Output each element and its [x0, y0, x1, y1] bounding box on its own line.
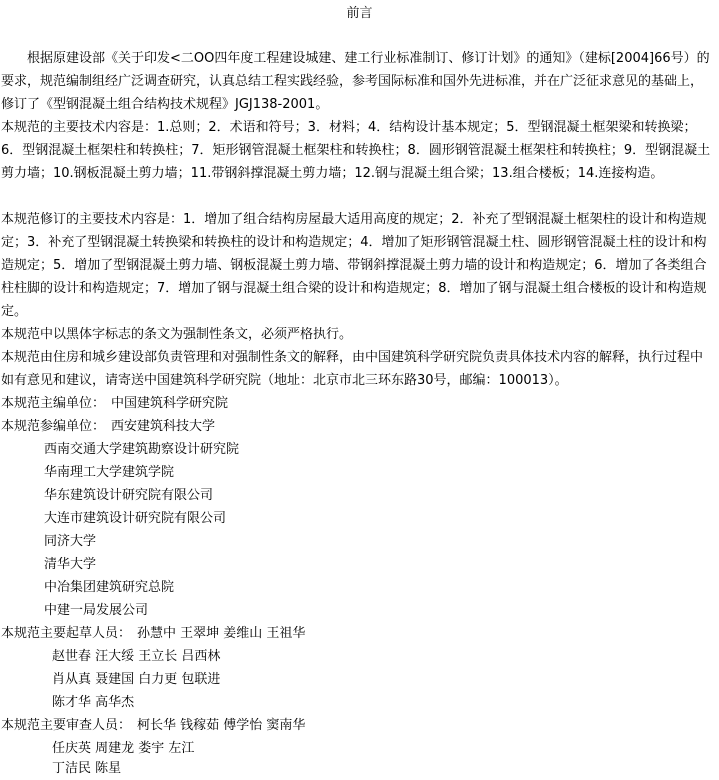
reviewers-line: [1, 714, 305, 737]
drafters-line: [1, 622, 305, 645]
paragraph-mandatory-notice: 本规范中以黑体字标志的条文为强制性条文，必须严格执行。: [1, 327, 353, 342]
participants-label: 本规范参编单位：: [1, 419, 106, 434]
participant-unit: 华东建筑设计研究院有限公司: [44, 488, 214, 503]
drafter-names: 肖从真 聂建国 白力更 包联进: [52, 672, 221, 687]
participant-unit: 华南理工大学建筑学院: [44, 465, 175, 480]
editor-unit-line: [1, 392, 228, 415]
participant-unit: 西安建筑科技大学: [111, 419, 216, 434]
participant-units-line: [1, 415, 215, 438]
paragraph-background: 根据原建设部《关于印发<二OO四年度工程建设城建、建工行业标准制订、修订计划》的通知》（建标[2004]66号）的要求，规范编制组经广泛调查研究，认真总结工程实践经验，参考国际标准和国外先进标准，并在广泛征求意见的基础上，修订了《型钢混凝土组合结构技术规程》JGJ138-2001。: [1, 51, 710, 112]
paragraph-main-content: 本规范的主要技术内容是：1.总则；2．术语和符号；3．材料；4．结构设计基本规定；5．型钢混凝土框架梁和转换梁；6．型钢混凝土框架柱和转换柱；7．矩形钢管混凝土框架柱和转换柱；8．圆形钢管混凝土框架柱和转换柱；9．型钢混凝土剪力墙；10.钢板混凝土剪力墙；11.带钢斜撑混凝土剪力墙；12.钢与混凝土组合梁；13.组合楼板；14.连接构造。: [1, 120, 711, 181]
editor-unit: 中国建筑科学研究院: [111, 396, 229, 411]
participant-unit: 中冶集团建筑研究总院: [44, 580, 175, 595]
drafter-names: 孙慧中 王翠坤 姜维山 王祖华: [137, 626, 306, 641]
paragraph-revision-content: 本规范修订的主要技术内容是：1．增加了组合结构房屋最大适用高度的规定；2．补充了型钢混凝土框架柱的设计和构造规定；3．补充了型钢混凝土转换梁和转换柱的设计和构造规定；4．增加了矩形钢管混凝土柱、圆形钢管混凝土柱的设计和构造规定；5．增加了型钢混凝土剪力墙、钢板混凝土剪力墙、带钢斜撑混凝土剪力墙的设计和构造规定；6．增加了各类组合柱柱脚的设计和构造规定；7．增加了钢与混凝土组合梁的设计和构造规定；8．增加了钢与混凝土组合楼板的设计和构造规定。: [1, 212, 707, 319]
participant-unit: 清华大学: [44, 557, 97, 572]
reviewer-names: 任庆英 周建龙 娄宇 左江: [52, 741, 195, 756]
page-title: 前言: [346, 6, 373, 21]
reviewers-label: 本规范主要审查人员：: [1, 718, 132, 733]
participant-unit: 中建一局发展公司: [44, 603, 149, 618]
drafter-names: 陈才华 高华杰: [52, 695, 135, 710]
editor-label: 本规范主编单位：: [1, 396, 106, 411]
participant-unit: 同济大学: [44, 534, 97, 549]
participant-unit: 大连市建筑设计研究院有限公司: [44, 511, 227, 526]
paragraph-management: 本规范由住房和城乡建设部负责管理和对强制性条文的解释，由中国建筑科学研究院负责具体技术内容的解释，执行过程中如有意见和建议，请寄送中国建筑科学研究院（地址：北京市北三环东路30号，邮编：100013）。: [1, 350, 704, 388]
reviewer-names: 丁洁民 陈星: [52, 761, 122, 776]
drafters-label: 本规范主要起草人员：: [1, 626, 132, 641]
reviewer-names: 柯长华 钱稼茹 傅学怡 窦南华: [137, 718, 306, 733]
drafter-names: 赵世春 汪大绥 王立长 吕西林: [52, 649, 221, 664]
participant-unit: 西南交通大学建筑勘察设计研究院: [44, 442, 240, 457]
